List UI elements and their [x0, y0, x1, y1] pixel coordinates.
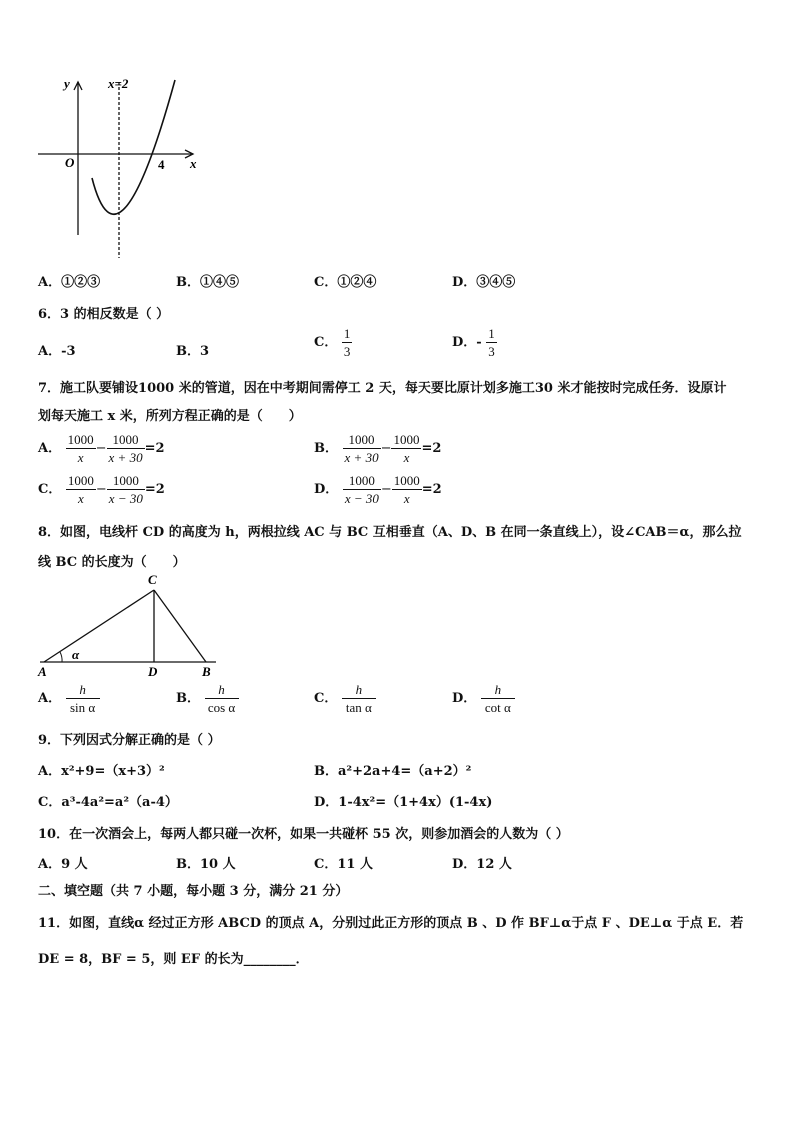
q6-stem: 6．3 的相反数是（ ） [38, 307, 170, 322]
q7-stem-line1: 7．施工队要铺设1000 米的管道，因在中考期间需停工 2 天，每天要比原计划多施工30 米才能按时完成任务．设原计 [38, 381, 727, 396]
q11-stem-line1: 11．如图，直线α 经过正方形 ABCD 的顶点 A，分别过此正方形的顶点 B 、D 作 BF⊥α于点 F 、DE⊥α 于点 E．若 [38, 916, 744, 931]
q5-option-d[interactable]: D．③④⑤ [452, 275, 516, 290]
q5-option-b[interactable]: B．①④⑤ [176, 275, 239, 290]
q9-stem: 9．下列因式分解正确的是（ ） [38, 733, 221, 748]
q6-option-d[interactable] [452, 326, 497, 359]
q10-option-b[interactable]: B．10 人 [176, 857, 236, 872]
q6-d-label: D．- [452, 335, 482, 350]
point-a-label: A [38, 664, 47, 679]
point-d-label: D [148, 664, 158, 679]
q9-option-b[interactable]: B．a²+2a+4=（a+2）² [314, 764, 472, 779]
q8-option-b[interactable]: B． $\frac{h}{\text{cos α}}$ [176, 682, 239, 715]
tick-4-label: 4 [158, 157, 165, 172]
q8-option-d[interactable]: D． $\frac{h}{\text{cot α}}$ [452, 682, 515, 715]
q6-d-fraction: $\frac{1}{3}$ [488, 326, 495, 359]
q6-c-label: C． [314, 335, 338, 350]
q10-stem: 10．在一次酒会上，每两人都只碰一次杯，如果一共碰杯 55 次，则参加酒会的人数为（ ） [38, 827, 569, 842]
q5-option-a[interactable]: A．①②③ [38, 275, 101, 290]
section-heading: 二、填空题（共 7 小题，每小题 3 分，满分 21 分） [38, 884, 349, 899]
q11-stem-line2: DE = 8，BF = 5，则 EF 的长为________． [38, 952, 309, 967]
q8-stem-line1: 8．如图，电线杆 CD 的高度为 h，两根拉线 AC 与 BC 互相垂直（A、D、B 在同一条直线上），设∠CAB＝α，那么拉 [38, 525, 742, 540]
axis-of-symmetry-label: x=2 [108, 76, 129, 91]
q7-option-c[interactable]: C． $\frac{1000}{x}$ − $\frac{1000}{x - 30}$ =2 [38, 473, 165, 506]
q6-option-b[interactable]: B．3 [176, 344, 210, 359]
q10-option-d[interactable]: D．12 人 [452, 857, 512, 872]
q9-option-c[interactable]: C．a³-4a²=a²（a-4） [38, 795, 178, 810]
q8-stem-line2: 线 BC 的长度为（ ） [38, 555, 186, 570]
q5-option-c[interactable]: C．①②④ [314, 275, 377, 290]
q7-option-a[interactable]: A． $\frac{1000}{x}$ − $\frac{1000}{x + 30}$ =2 [38, 432, 165, 465]
parabola-figure [30, 70, 210, 260]
q7-stem-line2: 划每天施工 x 米，所列方程正确的是（ ） [38, 409, 302, 424]
point-c-label: C [148, 572, 157, 587]
q6-c-fraction: $\frac{1}{3}$ [343, 326, 351, 359]
q8-option-c[interactable]: C． $\frac{h}{\text{tan α}}$ [314, 682, 376, 715]
q9-option-d[interactable]: D．1-4x²=（1+4x）(1-4x) [314, 795, 493, 810]
q10-option-a[interactable]: A．9 人 [38, 857, 88, 872]
q7-option-b[interactable]: B． $\frac{1000}{x + 30}$ − $\frac{1000}{x}$ =2 [314, 432, 442, 465]
origin-label: O [65, 155, 75, 170]
x-axis-label: x [190, 156, 197, 171]
q8-option-a[interactable]: A． $\frac{h}{\text{sin α}}$ [38, 682, 100, 715]
q10-option-c[interactable]: C．11 人 [314, 857, 373, 872]
pole-triangle-figure [30, 570, 230, 682]
q6-option-a[interactable]: A．-3 [38, 344, 76, 359]
q7-option-d[interactable]: D． $\frac{1000}{x - 30}$ − $\frac{1000}{x}$ =2 [314, 473, 442, 506]
y-axis-label: y [64, 76, 70, 91]
angle-alpha-label: α [72, 647, 80, 662]
q6-option-c[interactable] [314, 326, 352, 359]
point-b-label: B [202, 664, 211, 679]
q9-option-a[interactable]: A．x²+9=（x+3）² [38, 764, 165, 779]
